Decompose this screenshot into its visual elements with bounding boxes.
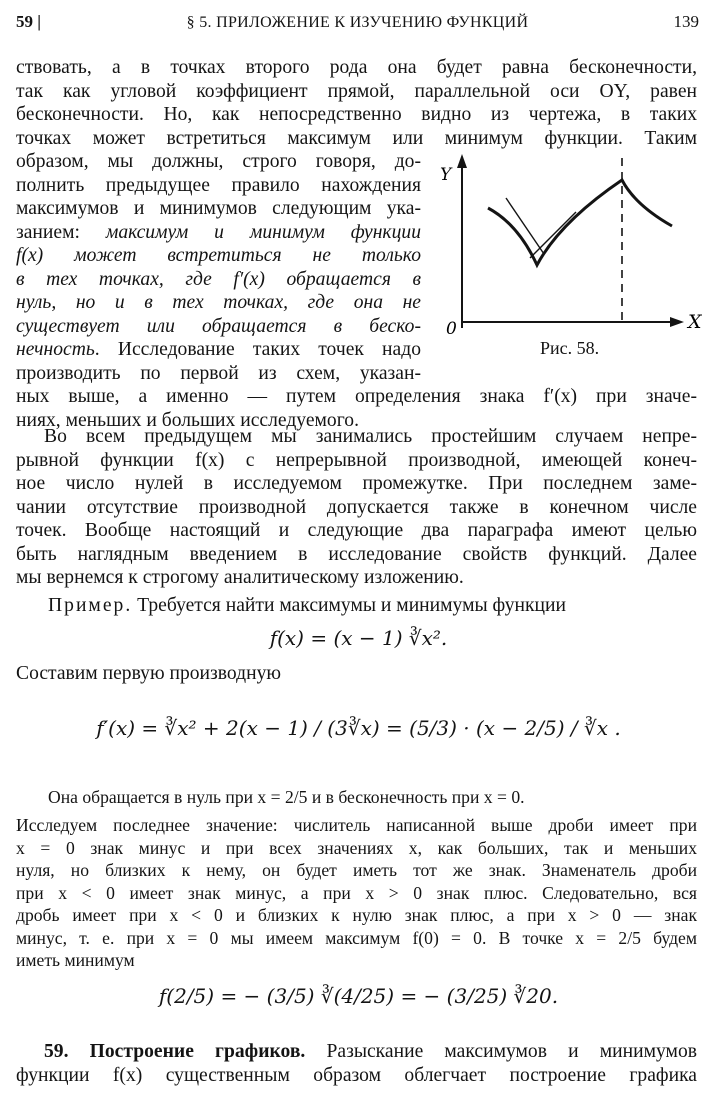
section-title: 59. Построение графиков. (44, 1041, 306, 1062)
text-line: в тех точках, где f′(x) обращается в (16, 268, 421, 290)
text-line: производить по первой из схем, указан- (16, 362, 421, 384)
paragraph-1-top (16, 56, 697, 150)
section-marker: 59 | (16, 12, 41, 31)
text-line: ных выше, а именно — путем определения знака f′(x) при значе- (16, 386, 697, 407)
example-line (48, 594, 697, 618)
section-59: 59. Построение графиков. Разыскание максимумов и минимумов функции f(x) существенным образом облегчает построение графика (16, 1041, 698, 1086)
running-header (16, 12, 699, 36)
equation-1: f(x) = (x − 1) ∛x². (269, 626, 448, 650)
text-line: нуля, но близких к нему, он будет иметь тот же знак. Знаменатель дроби (16, 860, 697, 880)
text-line: при x < 0 имеет знак минус, а при x > 0 знак плюс. Следовательно, вся (16, 882, 697, 903)
paragraph-3 (16, 814, 697, 972)
text-line: Во всем предыдущем мы занимались простейшим случаем непре- (44, 426, 697, 447)
text-line: x = 0 знак минус и при всех значениях x, как больших, так и меньших (16, 837, 697, 858)
text-line: f(x) может встретиться не только (16, 245, 421, 266)
text-line: образом, мы должны, строго говоря, до- (16, 151, 421, 172)
text-line: точек. Вообще настоящий и следующие два параграфа имеют целью (16, 520, 697, 541)
paragraph-2 (16, 425, 697, 590)
text-line: бесконечности. Но, как непосредственно видно из чертежа, в таких (16, 104, 697, 125)
y-axis-arrow (457, 154, 467, 168)
zero-infinity-line: Она обращается в нуль при x = 2/5 и в бесконечность при x = 0. (48, 787, 525, 807)
y-axis-label: Y (440, 165, 452, 185)
text-line: иметь минимум (16, 950, 135, 970)
text-line: Исследуем последнее значение: числитель написанной выше дроби имеет при (16, 815, 697, 835)
text-line: ное число нулей в исследуемом промежутке. При последнем заме- (16, 473, 697, 494)
derivative-intro: Составим первую производную (16, 663, 282, 684)
equation-derivative: f′(x) = ∛x² + 2(x − 1) / (3∛x) = (5/3) · (x − 2/5) / ∛x . (96, 716, 621, 740)
text-line: существует или обращается в беско- (16, 315, 421, 337)
text-line: ниях, меньших и больших исследуемого. (16, 409, 359, 431)
figure-58 (440, 150, 702, 365)
curve (488, 180, 672, 265)
text-line: точках может встретиться максимум или минимум функции. Таким (16, 127, 697, 149)
text-line: дробь имеет при x < 0 и близких к нулю знак плюс, а при x > 0 — знак (16, 905, 697, 925)
text-line: чании отсутствие производной допускается также в конечном числе (16, 496, 697, 518)
text-line: так как угловой коэффициент прямой, параллельной оси OY, равен (16, 80, 697, 102)
x-axis-arrow (670, 317, 684, 327)
origin-label: 0 (446, 319, 457, 339)
example-text: Требуется найти максимумы и минимумы функции (132, 595, 567, 616)
text-line: мы вернемся к строгому аналитическому изложению. (16, 567, 464, 588)
example-label: Пример. (48, 595, 133, 616)
text-line: функции f(x) существенным образом облегчает построение графика (16, 1064, 697, 1086)
text-line: быть наглядным введением в исследование свойств функций. Далее (16, 543, 697, 565)
figure-caption: Рис. 58. (540, 338, 600, 358)
text-line: максимумов и минимумов следующим ука- (16, 198, 421, 219)
text-line: занием: максимум и минимум функции (16, 221, 421, 243)
page-number: 139 (673, 12, 699, 31)
text-line: ствовать, а в точках второго рода она будет равна бесконечности, (16, 57, 697, 78)
text-line: минус, т. е. при x = 0 мы имеем максимум f(0) = 0. В точке x = 2/5 будем (16, 927, 697, 948)
text-line: нечность. Исследование таких точек надо (16, 339, 421, 360)
text-line: полнить предыдущее правило нахождения (16, 174, 421, 196)
x-axis-label: X (688, 311, 702, 333)
text-line: рывной функции f(x) с непрерывной производной, имеющей конеч- (16, 449, 697, 471)
equation-minimum: f(2/5) = − (3/5) ∛(4/25) = − (3/25) ∛20. (158, 984, 559, 1008)
text-line: нуль, но и в тех точках, где она не (16, 292, 421, 313)
paragraph-1-wrapped (16, 150, 421, 385)
tangent-right (530, 212, 576, 258)
running-title: § 5. ПРИЛОЖЕНИЕ К ИЗУЧЕНИЮ ФУНКЦИЙ (186, 14, 529, 31)
